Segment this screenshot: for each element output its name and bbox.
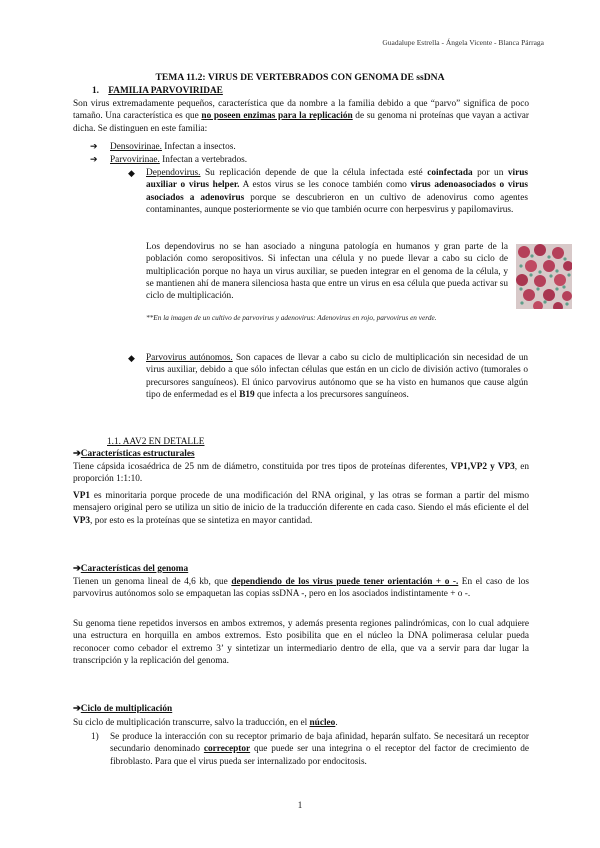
page-title: TEMA 11.2: VIRUS DE VERTEBRADOS CON GENOMA DE ssDNA [155, 72, 445, 83]
dependovirus-paragraph-2: Los dependovirus no se han asociado a ninguna patología en humanos y gran parte de la población como seropositivos. Si infectan una célula y no puede llevar a cabo su ciclo de multiplicación porque no haya un virus auxiliar, se pueden integrar en el genoma de la célula, y se mantienen ahí de manera silenciosa hasta que entre un virus en esa célula que pueda activar su ciclo de multiplicación. [146, 242, 508, 302]
section-heading: 1. FAMILIA PARVOVIRIDAE [92, 86, 223, 96]
ciclo-paragraph: Su ciclo de multiplicación transcurre, salvo la traducción, en el núcleo. [73, 718, 338, 728]
genoma-paragraph-2: Su genoma tiene repetidos inversos en ambos extremos, y además presenta regiones palindrómicas, con lo cual adquiere una estructura en horquilla en ambos extremos. Esto posibilita que en el núcleo la DNA polimerasa celular pueda reconocer como cebador el extremo 3’ y sintetizar un intermediario dentro de ella, que va a servir para dar lugar la transcripción y la replicación del genoma. [73, 619, 529, 666]
arrow-icon: ➔ [90, 141, 98, 151]
ciclo-step-1: Se produce la interacción con su receptor primario de baja afinidad, heparán sulfato. Se necesitará un receptor secundario denominado correceptor que puede ser una integrina o el receptor del factor de crecimiento de fibroblasto. Para que el virus pueda ser internalizado por endocitosis. [110, 732, 529, 767]
virus-culture-image [516, 244, 572, 309]
diamond-bullet-icon: ◆ [128, 168, 135, 178]
ciclo-heading: ➔Ciclo de multiplicación [73, 704, 173, 714]
list-item-parvovirinae: Parvovirinae. Infectan a vertebrados. [110, 155, 248, 165]
arrow-icon: ➔ [73, 704, 81, 714]
list-item-densovirinae: Densovirinae. Infectan a insectos. [110, 142, 236, 152]
estructurales-heading: ➔Características estructurales [73, 449, 195, 459]
genoma-heading: ➔Características del genoma [73, 564, 189, 574]
arrow-icon: ➔ [73, 564, 81, 574]
estructurales-paragraph-2: VP1 es minoritaria porque procede de una modificación del RNA original, y las otras se forman a partir del mismo mensajero original pero se utiliza un sitio de inicio de la traducción diferente en cada caso. Siendo el más eficiente el del VP3, por esto es la proteínas que se sintetiza en mayor cantidad. [73, 491, 529, 526]
arrow-icon: ➔ [90, 154, 98, 164]
estructurales-paragraph-1: Tiene cápsida icosaédrica de 25 nm de diámetro, constituida por tres tipos de proteínas diferentes, VP1,VP2 y VP3, en proporción 1:1:10. [73, 462, 529, 485]
subsection-heading: 1.1. AAV2 EN DETALLE [107, 437, 205, 447]
intro-paragraph: Son virus extremadamente pequeños, característica que da nombre a la familia debido a que “parvo” significa de poco tamaño. Una característica es que no poseen enzimas para la replicación de su genoma ni proteínas que vayan a activar dicha. Se distinguen en este familia: [73, 99, 529, 134]
dependovirus-paragraph: Dependovirus. Su replicación depende de que la célula infectada esté coinfectada por un virus auxiliar o virus helper. A estos virus se les conoce también como virus adenoasociados o virus asociados a adenovirus porque se descubrieron en un cultivo de adenovirus como agentes contaminantes, aunque posteriormente se vio que también ocurre con herpesvirus y papilomavirus. [146, 168, 529, 215]
image-caption: **En la imagen de un cultivo de parvovirus y adenovirus: Adenovirus en rojo, parvovirus en verde. [146, 313, 437, 322]
arrow-icon: ➔ [73, 449, 81, 459]
genoma-paragraph-1: Tienen un genoma lineal de 4,6 kb, que dependiendo de los virus puede tener orientación + o -. En el caso de los parvovirus autónomos solo se empaquetan las copias ssDNA -, pero en los asociados indistintamente + o -. [73, 577, 529, 600]
diamond-bullet-icon: ◆ [128, 353, 135, 363]
autonomos-paragraph: Parvovirus autónomos. Son capaces de llevar a cabo su ciclo de multiplicación sin necesidad de un virus auxiliar, debido a que sólo infectan células que están en un ciclo de división activo (tumorales o precursores sanguíneos). El único parvovirus autónomo que se ha visto en humanos que cause algún tipo de enfermedad es el B19 que infecta a los precursores sanguíneos. [146, 353, 529, 400]
page-number: 1 [297, 800, 303, 810]
page-header: Guadalupe Estrella - Ángela Vicente - Blanca Párraga [382, 38, 544, 47]
list-number: 1) [91, 732, 99, 742]
